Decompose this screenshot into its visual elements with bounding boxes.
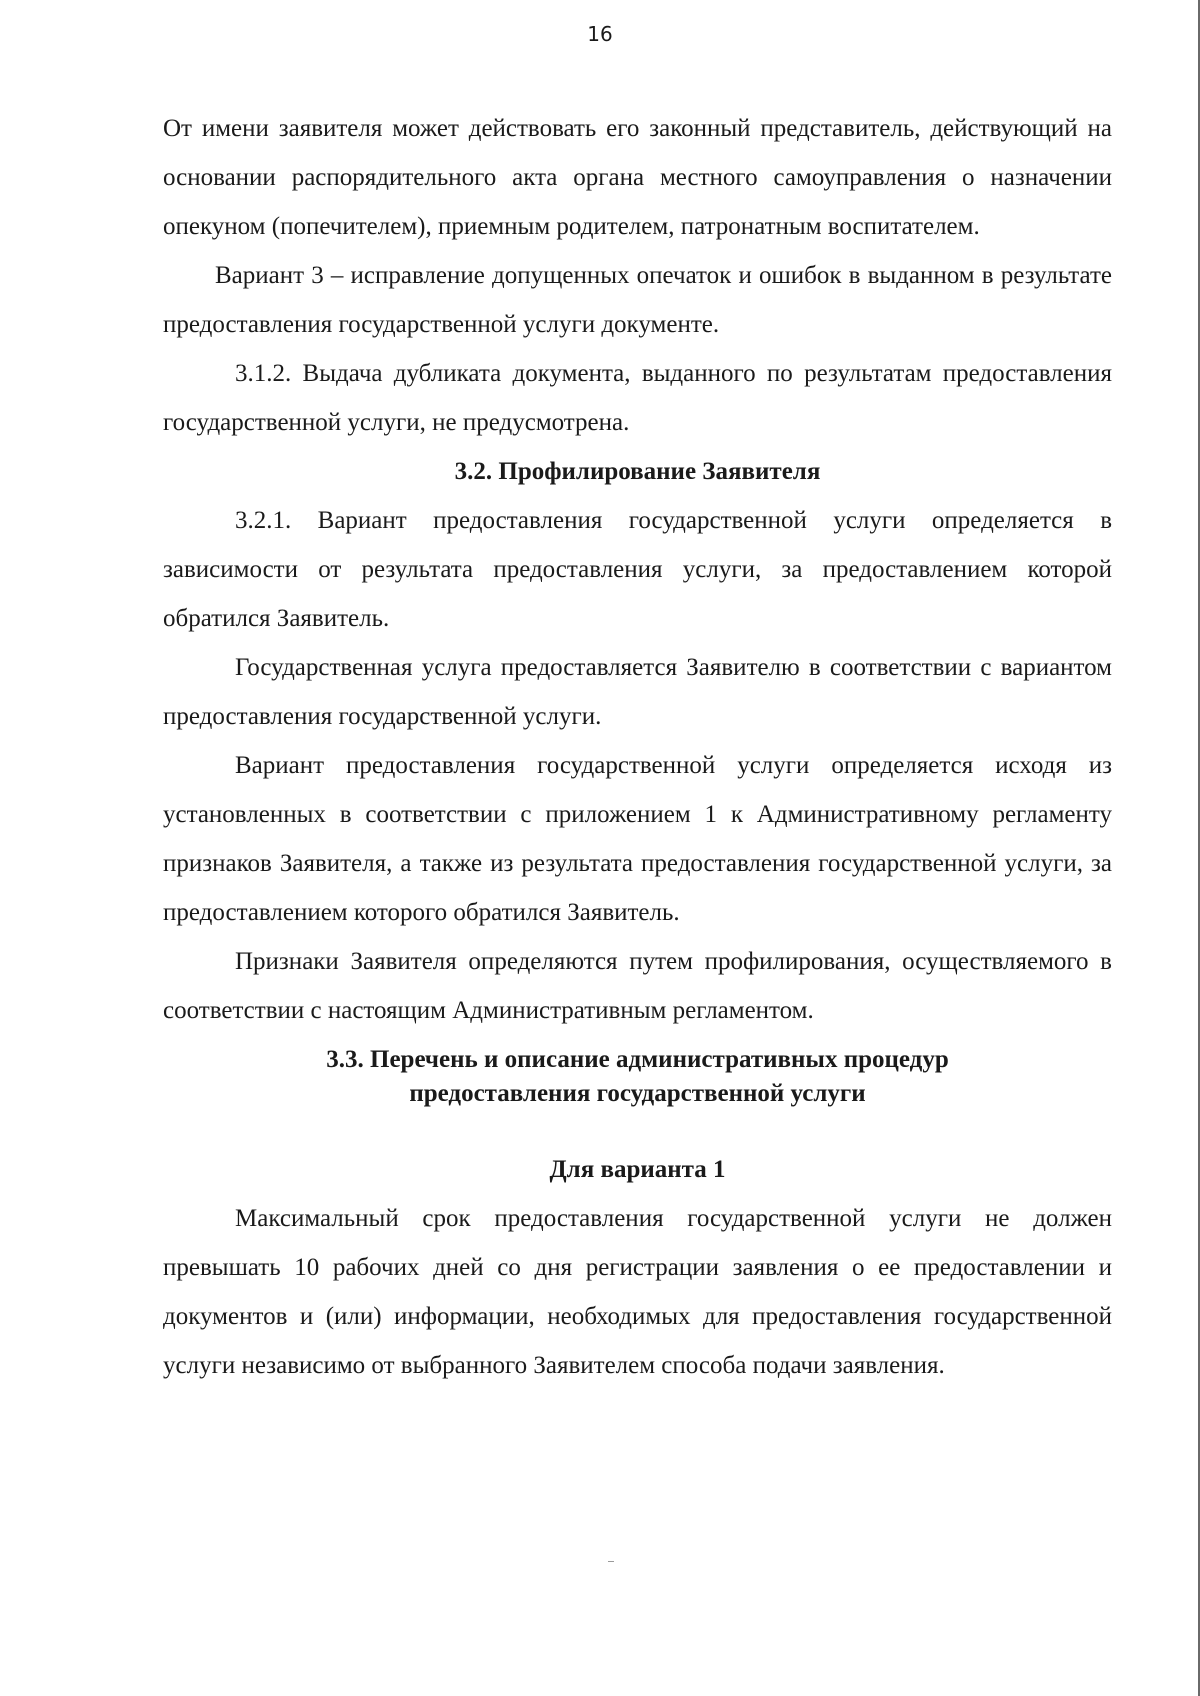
paragraph-max-term: Максимальный срок предоставления государственной услуги не должен превышать 10 рабочих дней со дня регистрации заявления о ее предоставлении и документов и (или) информации, необходимых для предоставления государственной услуги независимо от выбранного Заявителем способа подачи заявления. xyxy=(163,1205,1112,1379)
document-body xyxy=(163,104,1112,1390)
paragraph-variant-3: Вариант 3 – исправление допущенных опечаток и ошибок в выданном в результате предоставления государственной услуги документе. xyxy=(163,262,1112,338)
heading-3-3 xyxy=(163,1043,1112,1111)
scan-speck xyxy=(608,1561,614,1562)
paragraph-3-2-1: 3.2.1. Вариант предоставления государственной услуги определяется в зависимости от результата предоставления услуги, за предоставлением которой обратился Заявитель. xyxy=(163,507,1112,632)
paragraph-3-1-2: 3.1.2. Выдача дубликата документа, выданного по результатам предоставления государственной услуги, не предусмотрена. xyxy=(163,360,1112,436)
subheading-variant-1: Для варианта 1 xyxy=(549,1156,726,1183)
paragraph-representative: От имени заявителя может действовать его законный представитель, действующий на основании распорядительного акта органа местного самоуправления о назначении опекуном (попечителем), приемным родителем, патронатным воспитателем. xyxy=(163,115,1112,240)
page-number: 16 xyxy=(587,22,613,46)
paragraph-service-provided: Государственная услуга предоставляется Заявителю в соответствии с вариантом предоставления государственной услуги. xyxy=(163,654,1112,730)
heading-3-3-line-1: 3.3. Перечень и описание административных процедур xyxy=(326,1046,949,1073)
heading-3-3-line-2: предоставления государственной услуги xyxy=(409,1080,866,1107)
heading-3-2: 3.2. Профилирование Заявителя xyxy=(454,458,821,485)
paragraph-variant-determined: Вариант предоставления государственной услуги определяется исходя из установленных в соответствии с приложением 1 к Административному регламенту признаков Заявителя, а также из результата предоставления государственной услуги, за предоставлением которого обратился Заявитель. xyxy=(163,752,1112,926)
paragraph-applicant-signs: Признаки Заявителя определяются путем профилирования, осуществляемого в соответствии с настоящим Административным регламентом. xyxy=(163,948,1112,1024)
